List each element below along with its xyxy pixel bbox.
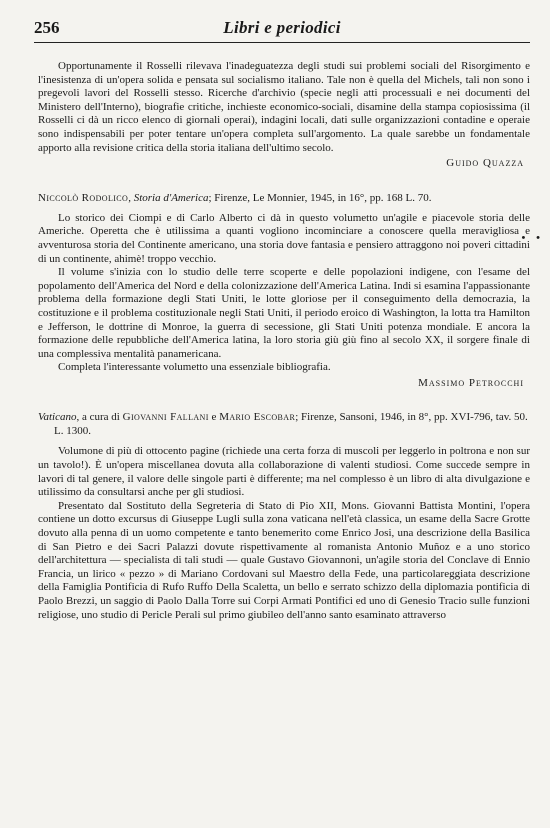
review1-signature: Guido Quazza	[446, 157, 524, 170]
review3-editor-2: Mario Escobar	[219, 411, 296, 424]
review2-paragraph-2: Il volume s'inizia con lo studio delle terre scoperte e delle popolazioni indigene, con l'esame del popolamento dell'America del Nord e della colonizzazione dell'America Latina. Indi si esamina l'appassionante problema della formazione degli Stati Uniti, le lotte gloriose per il conseguimento della democrazia, la costituzione e il problema costituzionale negli Stati Uniti, il periodo eroico di Washington, la lotta tra Hamilton e Jefferson, le dottrine di Monroe, la guerra di secessione, gli Stati Uniti potenza mondiale. E ancora la formazione delle repubbliche dell'America latina, la loro storia giù giù fino al secolo XX, il sorgere finale di una complessiva mentalità panamericana.	[38, 266, 530, 360]
review3-paragraph-2: Presentato dal Sostituto della Segreteria di Stato di Pio XII, Mons. Giovanni Battista Montini, l'opera contiene un dotto excursus di Giuseppe Lugli sulla zona vaticana nell'età classica, un esame della Sacre Grotte dovuto alla penna di un uomo competente e tanto benemerito come Enrico Josi, una descrizione della Basilica di San Pietro e dei Sacri Palazzi dovute rispettivamente al romanista Antonio Muñoz e a uno storico dell'architettura — specialista di tali studi — quale Gustavo Giovannoni, un'agile storia del Conclave di Ennio Francia, un lirico « pezzo » di Mariano Cordovani sul Maestro della Fede, una particolareggiata descrizione della Famiglia Pontificia di Rufo Ruffo Della Scaletta, un bello e serrato schizzo della diplomazia pontificia di Paolo Brezzi, un saggio di Paolo Dalla Torre sui Corpi Armati Pontifici ed uno di Genesio Tracio sulle funzioni religiose, uno studio di Pericle Perali sul primo giubileo dell'anno santo esaminato attraverso	[38, 499, 530, 621]
review2-author: Niccolò Rodolico	[38, 191, 129, 204]
page-body	[38, 60, 530, 622]
review3-heading	[38, 410, 530, 438]
review2-title: Storia d'America	[133, 191, 209, 204]
review3-paragraph-1: Volumone di più di ottocento pagine (richiede una certa forza di muscoli per leggerlo in poltrona e non sur un tavolo!). È un'opera miscellanea dovuta alla collaborazione di valenti studiosi. Come succede sempre in lavori di tal genere, il valore delle singole parti è differente; ma nel complesso è un libro di alta divulgazione e utilissimo da consultarsi anche per gli studiosi.	[38, 445, 530, 499]
review3-editors-intro: , a cura di	[76, 411, 123, 424]
review2-signature: Massimo Petrocchi	[418, 376, 524, 389]
review2-paragraph-1: Lo storico dei Ciompi e di Carlo Alberto ci dà in questo volumetto un'agile e piacevole storia delle Americhe. Operetta che è utilissima a quanti vogliono incominciare a conoscere quella meravigliosa e avventurosa storia del Continente americano, una storia dove fantasia e pensiero attraggono noi poveri cittadini di un continente, ahimè! troppo vecchio.	[38, 211, 530, 265]
review2-paragraph-3: Completa l'interessante volumetto una essenziale bibliografia.	[58, 361, 331, 374]
page-number: 256	[34, 18, 60, 37]
page-header	[34, 18, 530, 43]
review1-paragraph: Opportunamente il Rosselli rilevava l'inadeguatezza degli studi sui problemi sociali del Risorgimento e l'inesistenza di un'opera solida e pensata sul socialismo italiano. Tale non è quella del Michels, tali non sono i pregevoli lavori del Rosselli stesso. Ricerche d'archivio (specie negli atti processuali e nei documenti del Ministero dell'Interno), biografie critiche, inchieste economico-sociali, disamine della stampa copiosissima (il Rosselli ci dà un ricco elenco di giornali operai), indagini locali, dati sulle organizzazioni contadine e operaie sono indispensabili per poter tentare un'opera completa sull'argomento. La quale sarebbe un fondamentale apporto alla revisione critica della storia italiana dell'ultimo secolo.	[38, 60, 530, 154]
review3-conj: e	[208, 411, 220, 424]
review3-title: Vaticano	[38, 411, 77, 424]
review2-heading: Niccolò Rodolico, Storia d'America; Firenze, Le Monnier, 1945, in 16°, pp. 168 L. 70.	[38, 191, 432, 204]
review2-publication: ; Firenze, Le Monnier, 1945, in 16°, pp. 168 L. 70.	[208, 191, 432, 204]
review3-publication: ; Firenze, Sansoni, 1946, in 8°, pp. XVI-796, tav. 50. L. 1300.	[54, 411, 528, 438]
margin-marks: • •	[521, 232, 544, 244]
running-title: Libri e periodici	[223, 18, 341, 37]
review3-editor-1: Giovanni Fallani	[122, 411, 209, 424]
